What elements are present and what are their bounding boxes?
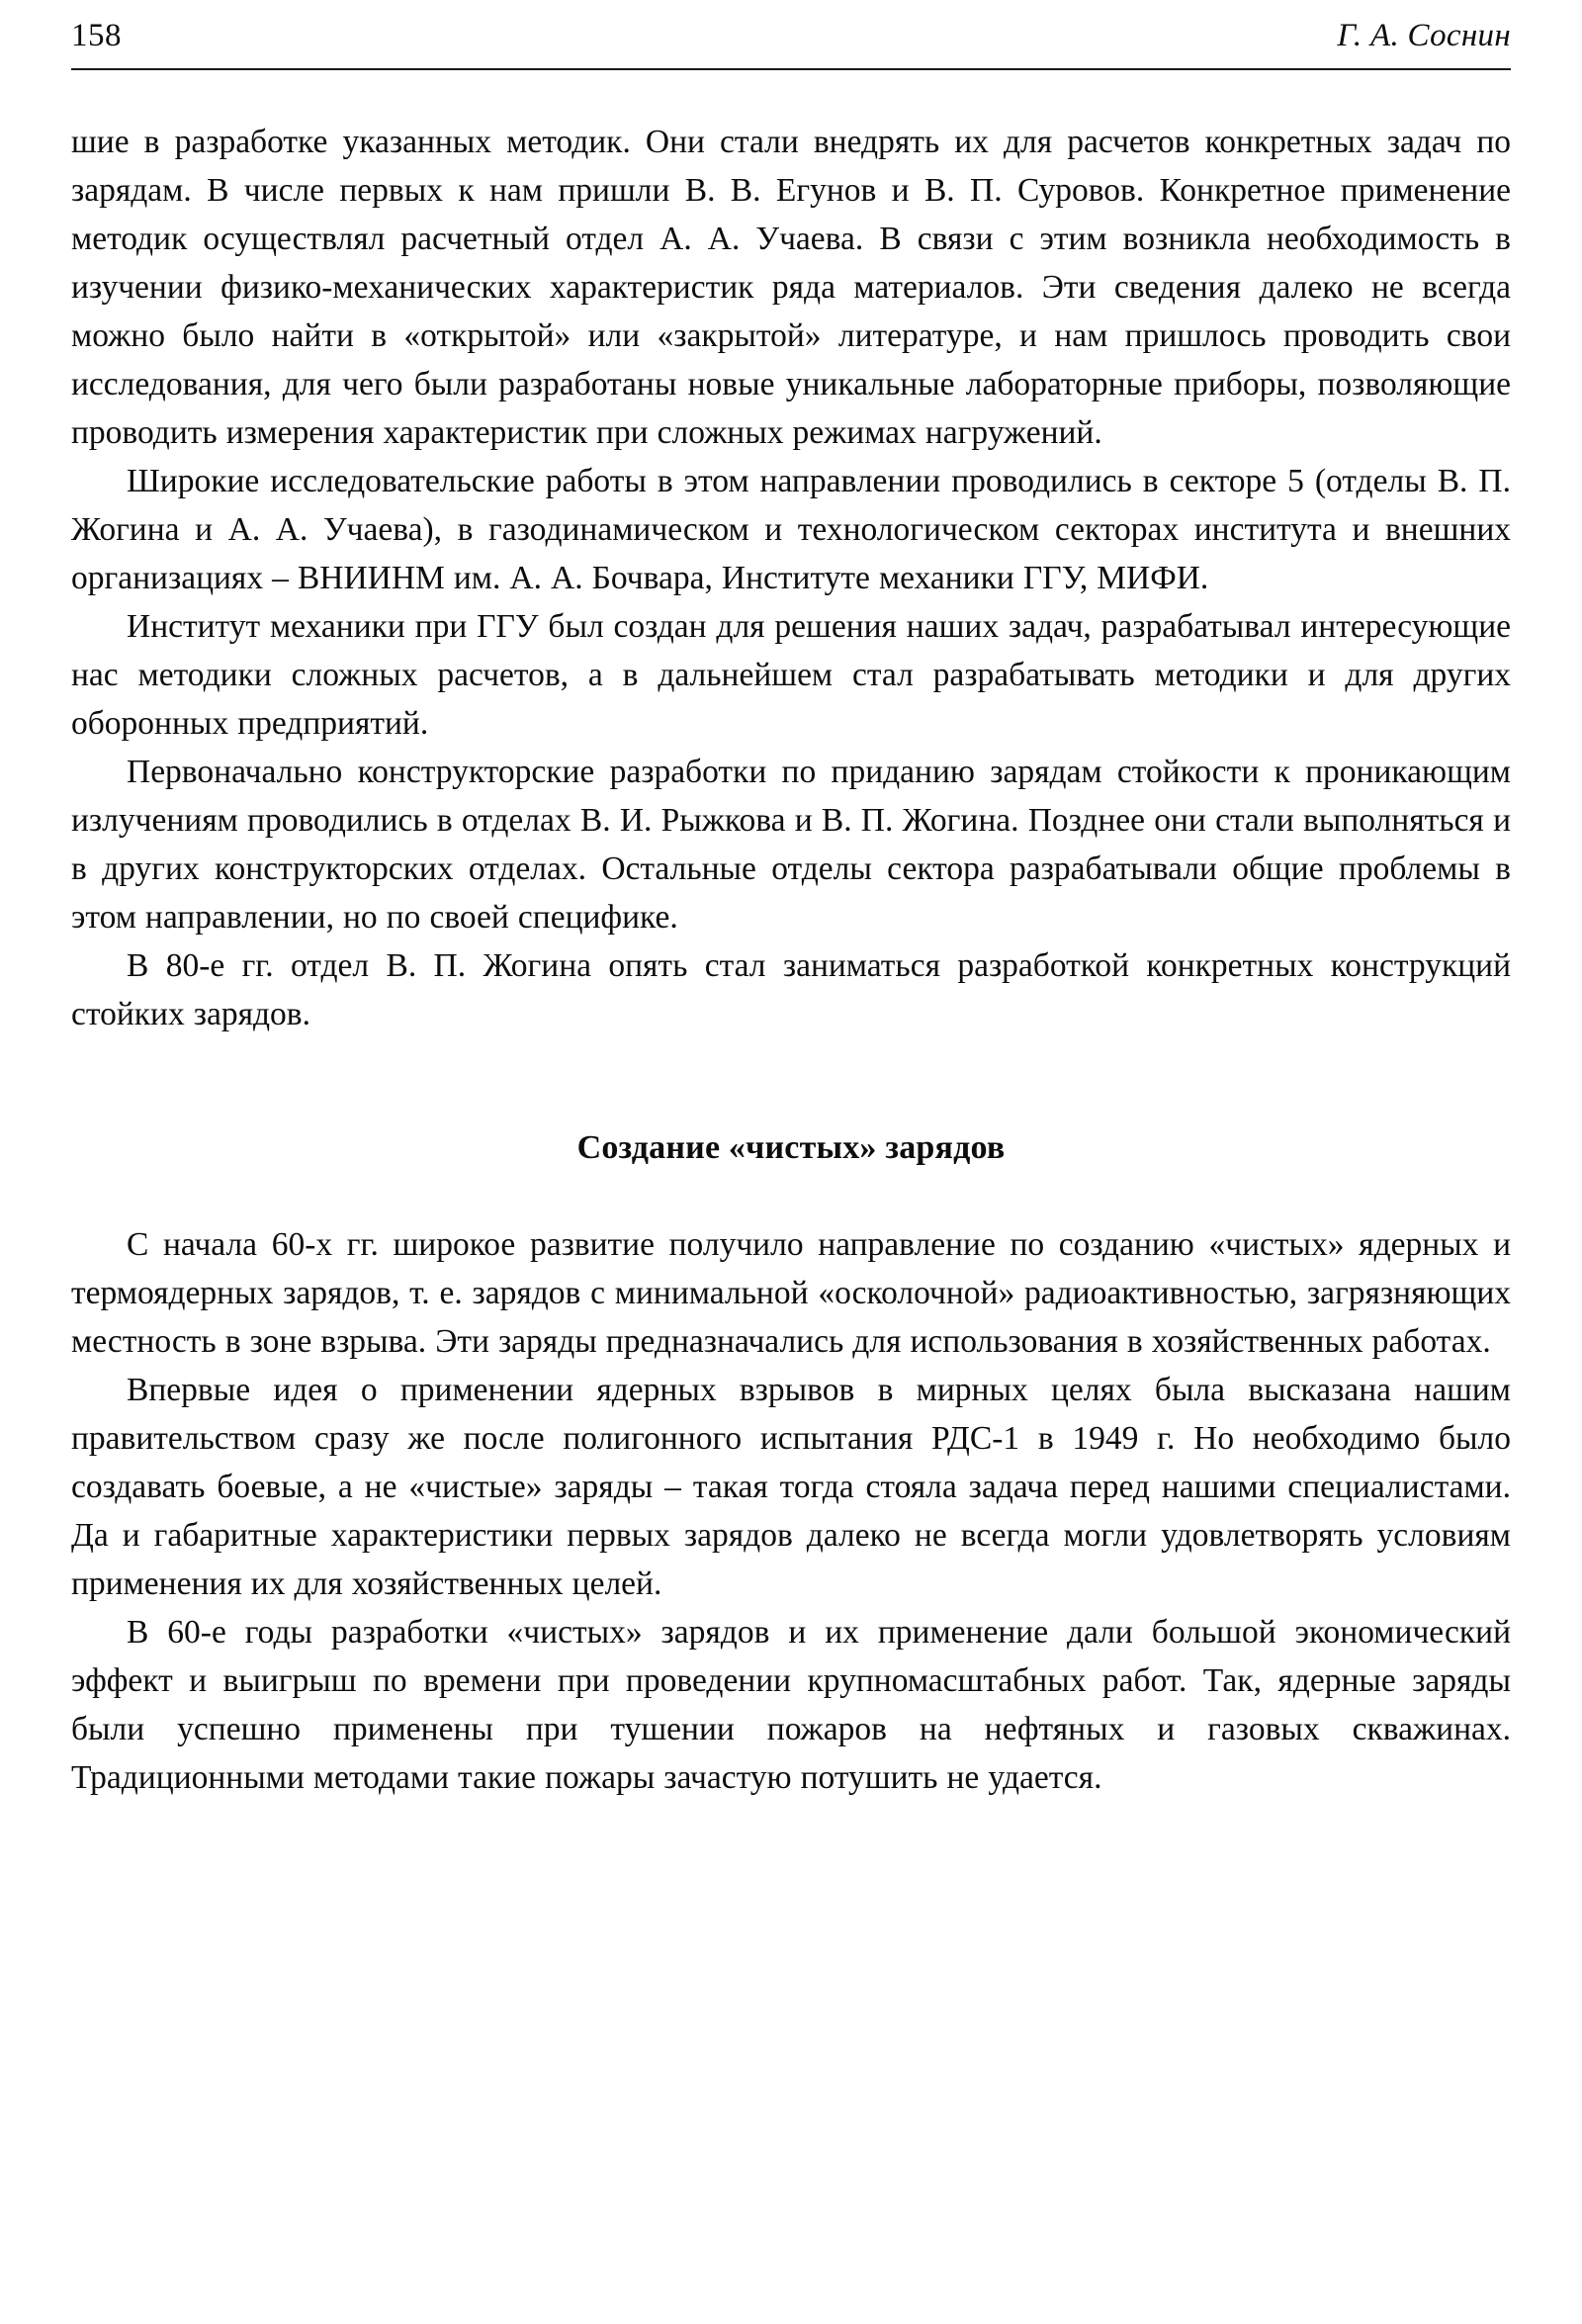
section-heading: Создание «чистых» зарядов [576, 1129, 1006, 1166]
page-body [71, 70, 1511, 1802]
body-paragraph: С начала 60-х гг. широкое развитие получило направление по созданию «чистых» ядерных и термоядерных зарядов, т. е. зарядов с минимальной «осколочной» радиоактивностью, загрязняющих местность в зоне взрыва. Эти заряды предназначались для использования в хозяйственных работах. [71, 1226, 1511, 1360]
body-paragraph: шие в разработке указанных методик. Они стали внедрять их для расчетов конкретных задач по зарядам. В числе первых к нам пришли В. В. Егунов и В. П. Суровов. Конкретное применение методик осуществлял расчетный отдел А. А. Учаева. В связи с этим возникла необходимость в изучении физико-механических характеристик ряда материалов. Эти сведения далеко не всегда можно было найти в «открытой» или «закрытой» литературе, и нам пришлось проводить свои исследования, для чего были разработаны новые уникальные лабораторные приборы, позволяющие проводить измерения характеристик при сложных режимах нагружений. [71, 124, 1511, 451]
page-header [71, 18, 1511, 70]
body-paragraph: Впервые идея о применении ядерных взрывов в мирных целях была высказана нашим правительством сразу же после полигонного испытания РДС-1 в 1949 г. Но необходимо было создавать боевые, а не «чистые» заряды – такая тогда стояла задача перед нашими специалистами. Да и габаритные характеристики первых зарядов далеко не всегда могли удовлетворять условиям применения их для хозяйственных целей. [71, 1372, 1511, 1602]
page-number: 158 [71, 18, 122, 53]
running-title: Г. А. Соснин [1337, 18, 1511, 53]
body-paragraph: Широкие исследовательские работы в этом направлении проводились в секторе 5 (отделы В. П. Жогина и А. А. Учаева), в газодинамическом и технологическом секторах института и внешних организациях – ВНИИНМ им. А. А. Бочвара, Институте механики ГГУ, МИФИ. [71, 463, 1511, 596]
document-page [0, 18, 1582, 2324]
body-paragraph: Институт механики при ГГУ был создан для решения наших задач, разрабатывал интересующие нас методики сложных расчетов, а в дальнейшем стал разрабатывать методики и для других оборонных предприятий. [71, 608, 1511, 742]
body-paragraph: В 60-е годы разработки «чистых» зарядов и их применение дали большой экономический эффект и выигрыш по времени при проведении крупномасштабных работ. Так, ядерные заряды были успешно применены при тушении пожаров на нефтяных и газовых скважинах. Традиционными методами такие пожары зачастую потушить не удается. [71, 1614, 1511, 1796]
body-paragraph: В 80-е гг. отдел В. П. Жогина опять стал заниматься разработкой конкретных конструкций стойких зарядов. [71, 947, 1511, 1032]
body-paragraph: Первоначально конструкторские разработки по приданию зарядам стойкости к проникающим излучениям проводились в отделах В. И. Рыжкова и В. П. Жогина. Позднее они стали выполняться и в других конструкторских отделах. Остальные отделы сектора разрабатывали общие проблемы в этом направлении, но по своей специфике. [71, 754, 1511, 936]
